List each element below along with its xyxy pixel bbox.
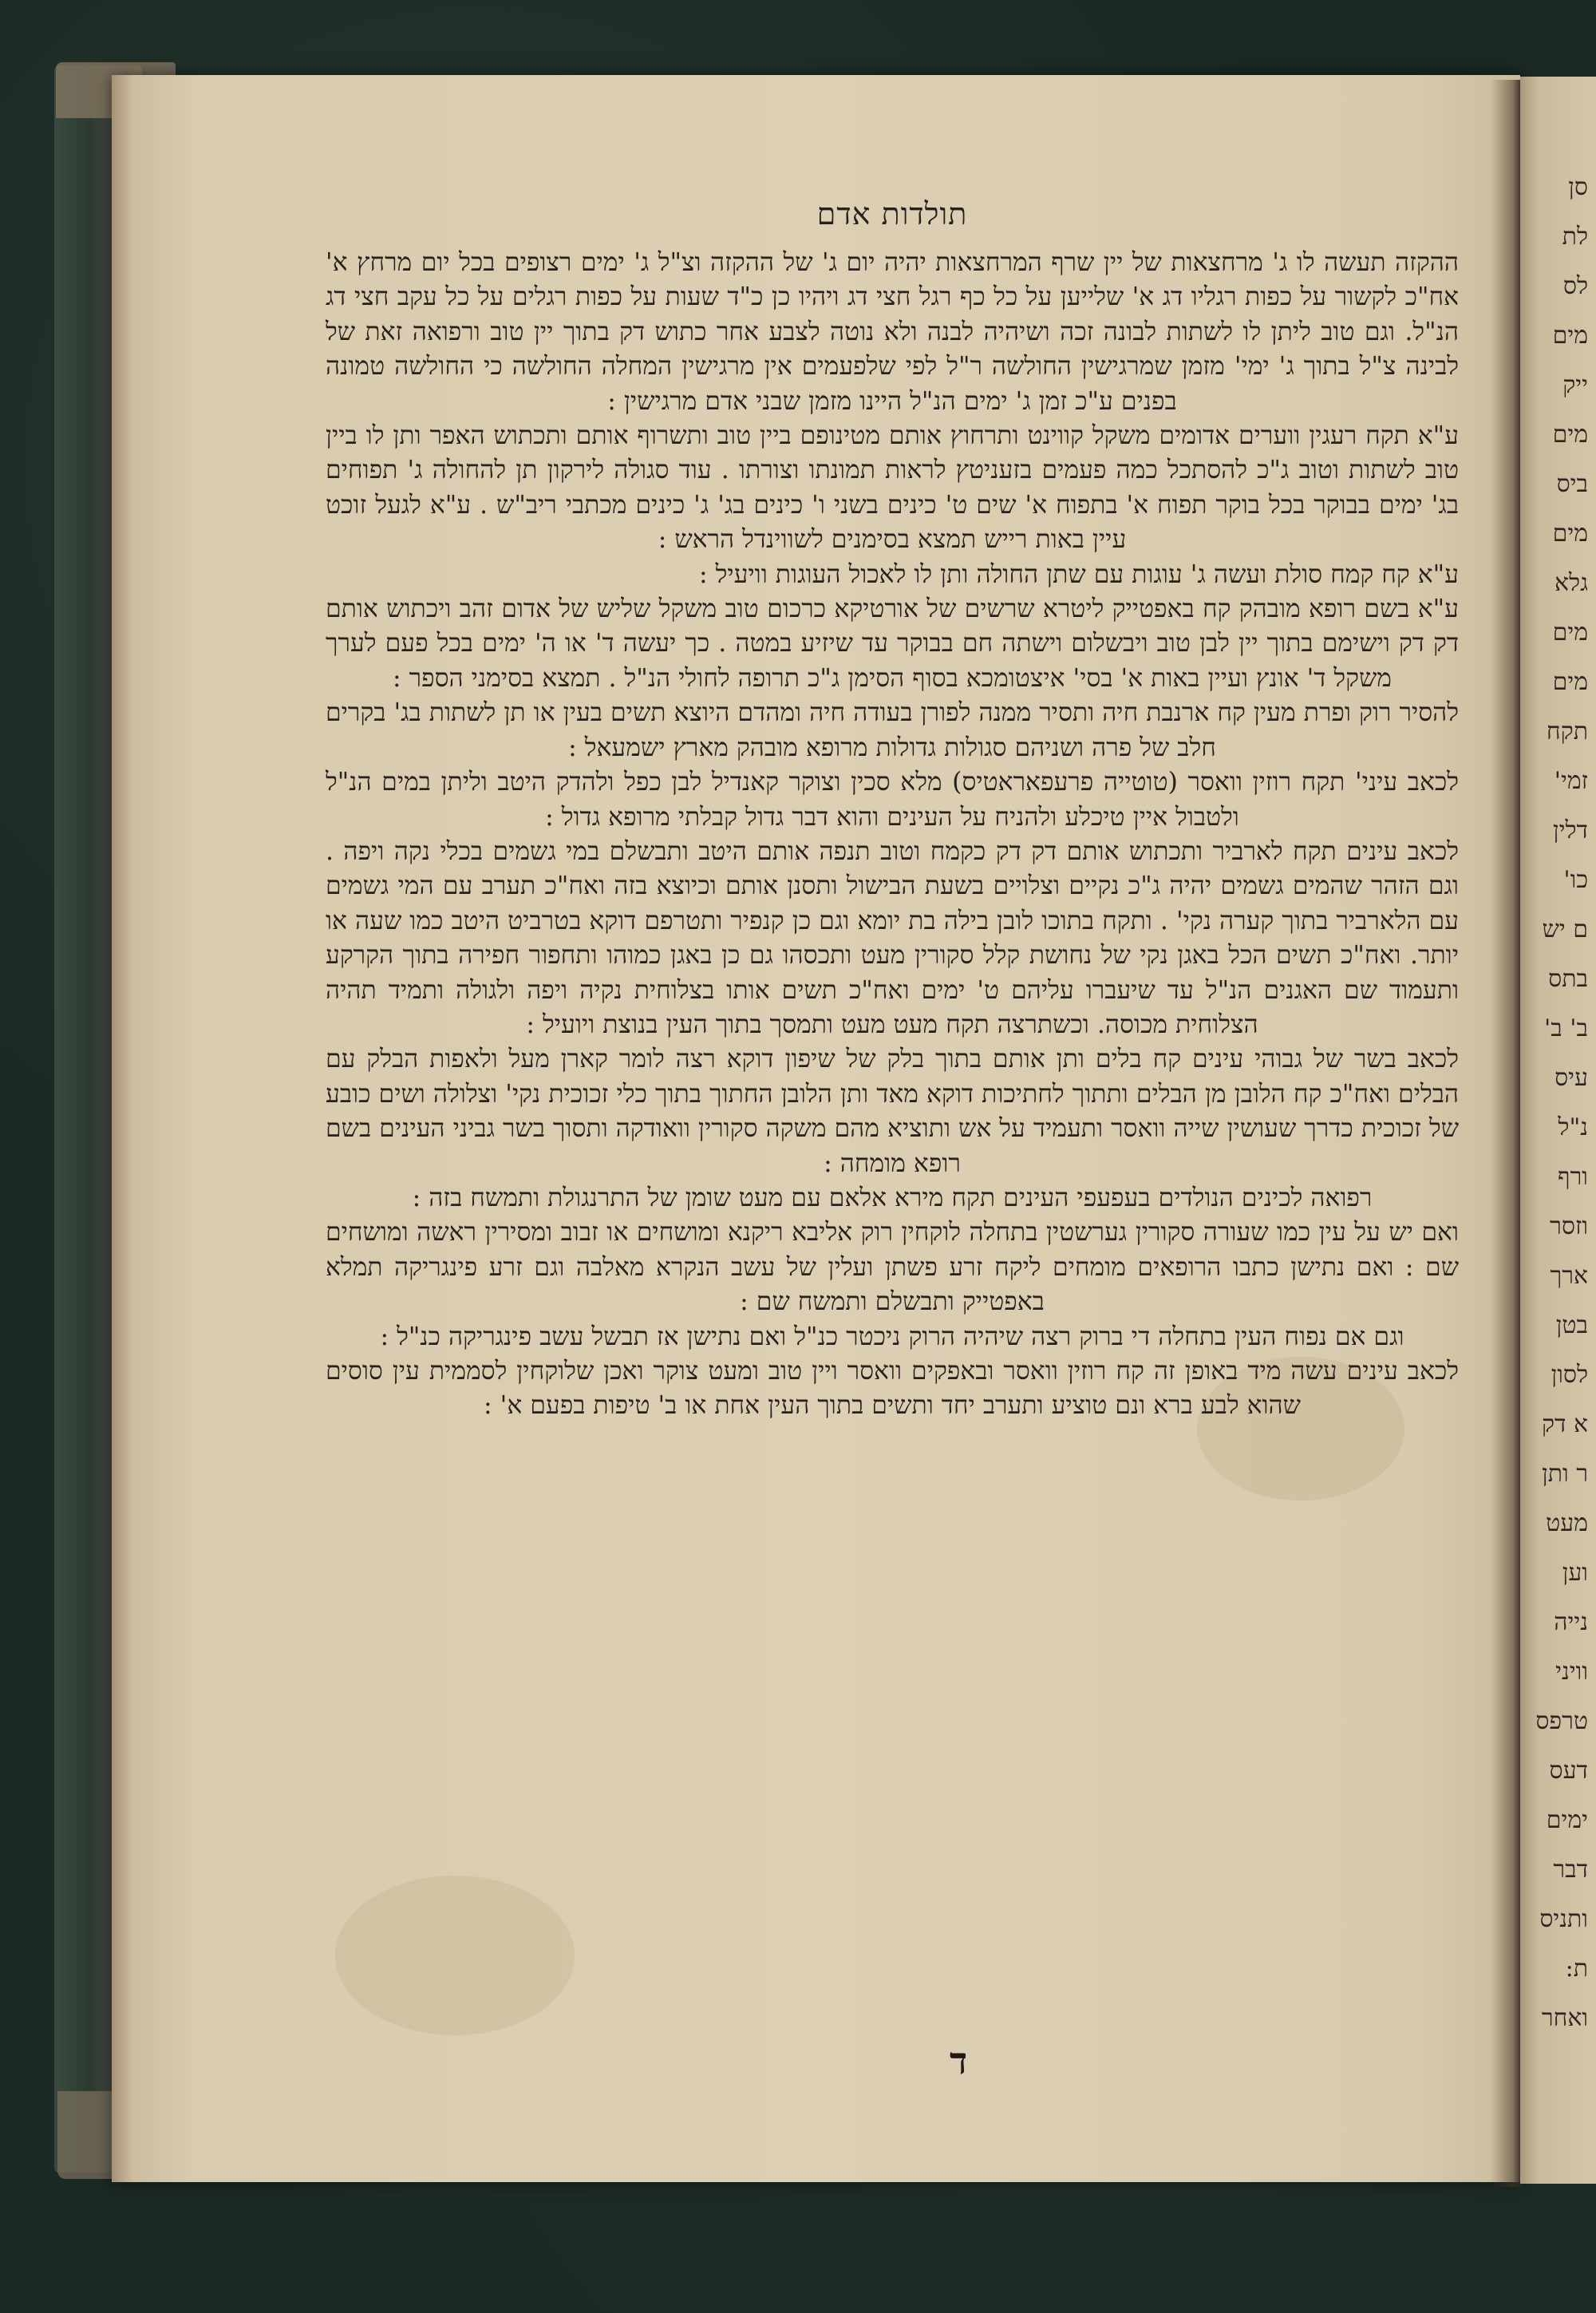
- facing-page: [1520, 77, 1596, 2184]
- facing-page-fragment: לסון: [1551, 1361, 1588, 1389]
- facing-page-fragment: ארך: [1550, 1262, 1588, 1290]
- facing-page-fragment: מים: [1552, 421, 1588, 449]
- facing-page-fragment: ב' ב': [1544, 1014, 1588, 1042]
- page-text-block: [326, 192, 1459, 1424]
- facing-page-fragment: נ"ל: [1558, 1113, 1588, 1141]
- book-gutter: [1491, 80, 1523, 2187]
- facing-page-fragment: עיס: [1555, 1064, 1588, 1092]
- facing-page-fragment: כו': [1563, 866, 1588, 894]
- facing-page-fragment: ימים: [1546, 1806, 1588, 1834]
- facing-page-fragment: ואחר: [1541, 2004, 1588, 2032]
- paragraph: ע"א תקח רעגין ווערים אדומים משקל קווינט ותרחוץ אותם מטינופם ביין טוב ותשרוף אותם ותכתוש האפר ותן לו ביין טוב לשתות וטוב ג"כ להסתכל כמה פעמים בזעניטץ לראות תמונתו וצורתו . עוד סגולה לירקון תן להחולה ג' תפוחים בג' ימים בבוקר בכל בוקר תפוח א' בתפוח א' שים ט' כינים בשני ו' כינים בג' ג' כינים מכתבי ריב"ש . ע"א לגעל זוכט עיין באות רייש תמצא בסימנים לשווינדל הראש :: [326, 421, 1459, 555]
- facing-page-fragment: מעט: [1546, 1509, 1588, 1537]
- facing-page-fragment: לת: [1562, 223, 1588, 251]
- facing-page-fragment: זמי': [1554, 767, 1588, 795]
- page-edge-shadow: [112, 75, 132, 2182]
- facing-page-fragment: דבר: [1553, 1856, 1588, 1884]
- paragraph: לכאב עינים תקח לארביר ותכתוש אותם דק דק כקמח וטוב תנפה אותם היטב ותבשלם במי גשמים בכלי נקה ויפה . וגם הזהר שהמים גשמים יהיה ג"כ נקיים וצלויים בשעת הבישול ותסנן אותם וכיוצא בזה ואח"כ תערב עם המי גשמים עם הלארביר בתוך קערה נקי' . ותקח בתוכו לובן בילה בת יומא וגם כן קנפיר ותטרפם דוקא בטרביט היטב כמו שעה או יותר. ואח"כ תשים הכל באגן נקי של נחושת קלל סקורין מעט ותכסהו גם כן באגן כמוהו ותחפור חפירה בתוך הקרקע ותעמוד שם האגנים הנ"ל עד שיעברו עליהם ט' ימים ואח"כ תשים אותו בצלוחית נקיה ויפה ולגולה ותמיד תהיה הצלוחית מכוסה. וכשתרצה תקח מעט מעט ותמסך בתוך העין בנוצת ויועיל :: [326, 836, 1459, 1039]
- paragraph: רפואה לכינים הנולדים בעפעפי העינים תקח מירא אלאם עם מעט שומן של התרנגולת ותמשח בזה :: [412, 1183, 1373, 1212]
- facing-page-fragment: בתס: [1548, 965, 1588, 993]
- running-head: תולדות אדם: [816, 196, 968, 231]
- facing-page-fragment: תקח: [1546, 718, 1588, 745]
- facing-page-fragment: ותניס: [1539, 1905, 1588, 1933]
- facing-page-fragment: מים: [1552, 668, 1588, 696]
- facing-page-fragment: דעס: [1549, 1757, 1588, 1785]
- paragraph: לכאב בשר של גבוהי עינים קח בלים ותן אותם בתוך בלק של שיפון דוקא רצה לומר קארן מעל ולאפות הבלק עם הבלים ואח"כ קח הלובן מן הבלים ותתוך לחתיכות דוקא מאד ותן הלובן החתוך בתוך כלי זכוכית נקי' וצלולה ושים כובע של זכוכית כדרך שעושין שייה וואסר ותעמיד על אש ותוציא מהם משקה סקורין וואודקה ותסוך בשר גביני העינים בשם רופא מומחה :: [326, 1045, 1459, 1178]
- paragraph: ע"א בשם רופא מובהק קח באפטייק ליטרא שרשים של אורטיקא כרכום טוב משקל שליש של אדום זהב ויכתוש אותם דק דק וישימם בתוך יין לבן טוב ויבשלום וישתה חם בבוקר עד שיזיע במטה . כך יעשה ד' או ה' ימים בכל פעם לערך משקל ד' אונץ ועיין באות א' בסי' איצטומכא בסוף הסימן ג"כ תרופה לחולי הנ"ל . תמצא בסימני הספר :: [326, 595, 1459, 693]
- facing-page-fragment: מים: [1552, 322, 1588, 350]
- facing-page-fragment: וויני: [1555, 1658, 1588, 1686]
- facing-page-fragment: ת:: [1565, 1955, 1588, 1983]
- facing-page-fragment: נייה: [1554, 1608, 1588, 1636]
- paper-stain: [335, 1876, 575, 2035]
- paragraph: לכאב עינים עשה מיד באופן זה קח רוזין וואסר ובאפקים וואסר ויין טוב ומעט צוקר ואכן שלוקחין לסממית עין סוסים שהוא לבע ברא ונם טוציע ותערב יחד ותשים בתוך העין אחת או ב' טיפות בפעם א' :: [326, 1357, 1459, 1421]
- paragraph: וגם אם נפוח העין בתחלה די ברוק רצה שיהיה הרוק ניכטר כנ"ל ואם נתישן אז תבשל עשב פינגריקה כנ"ל :: [380, 1322, 1404, 1351]
- paragraph: ע"א קח קמח סולת ועשה ג' עוגות עם שתן החולה ותן לו לאכול העוגות וויעיל :: [698, 559, 1459, 589]
- facing-page-fragment: ם יש: [1542, 915, 1588, 943]
- facing-page-fragment: ר ותן: [1542, 1460, 1588, 1488]
- paragraph: ואם יש על עין כמו שעורה סקורין גערשטין בתחלה לוקחין רוק אליבא ריקנא ומושחים או זבוב ומסירין ראשה ומושחים שם : ואם נתישן כתבו הרופאים מומחים ליקח זרע פשתן ועלין של עשב הנקרא מאלבה וגם זרע פינגריקה תמלא באפטייק ותבשלם ותמשח שם :: [326, 1218, 1459, 1317]
- facing-page-fragment: וען: [1562, 1559, 1588, 1587]
- facing-page-fragment: ייק: [1562, 371, 1588, 399]
- paragraph: להסיר רוק ופרת מעין קח ארנבת חיה ותסיר ממנה לפורן בעודה חיה ומהדם היוצא תשים בעין או תן לשתות בג' בקרים חלב של פרה ושניהם סגולות גדולות מרופא מובהק מארץ ישמעאל :: [326, 698, 1459, 762]
- facing-page-fragment: גלא: [1555, 569, 1588, 597]
- facing-page-fragment: דלין: [1553, 816, 1588, 844]
- facing-page-fragment: א דק: [1541, 1410, 1588, 1438]
- paragraph: ההקזה תעשה לו ג' מרחצאות של יין שרף המרחצאות יהיה יום ג' של ההקזה וצ"ל ג' ימים רצופים בכל יום מרחץ א' אח"כ לקשור על כפות רגליו דג א' שלייען על כל כף רגל חצי דג ויהיו כן כ"ד שעות על כפות רגלים על כל עקב חצי דג הנ"ל. וגם טוב ליתן לו לשתות לבונה זכה ושיהיה לבנה ולא נוטה לצבע אחר כתוש דק בתוך יין טוב ורפואה זאת של לבינה צ"ל בתוך ג' ימי' מזמן שמרגישין החולשה ר"ל לפי שלפעמים אין מרגישין המחלה החולשה כי החולשה טמונה בפנים ע"כ זמן ג' ימים הנ"ל היינו מזמן שבני אדם מרגישין :: [326, 248, 1459, 416]
- page-number-letter: ד: [950, 2039, 968, 2082]
- facing-page-fragment: ביס: [1556, 470, 1588, 498]
- facing-page-fragment: מים: [1552, 619, 1588, 646]
- facing-page-fragment: טרפס: [1535, 1707, 1588, 1735]
- facing-page-fragment: לס: [1562, 272, 1588, 300]
- paragraph: לכאב עיני' תקח רוזין וואסר (טוטייה פרעפאראטיס) מלא סכין וצוקר קאנדיל לבן כפל ולהדק היטב וליתן במים הנ"ל ולטבול איין טיכלע ולהניח על העינים והוא דבר גדול קבלתי מרופא גדול :: [326, 768, 1459, 832]
- facing-page-fragment: וזסר: [1550, 1212, 1588, 1240]
- facing-page-fragment: ורף: [1558, 1163, 1588, 1191]
- facing-page-fragment: מים: [1552, 520, 1588, 548]
- facing-page-fragment: בטן: [1555, 1311, 1588, 1339]
- facing-page-fragment: סן: [1568, 173, 1588, 201]
